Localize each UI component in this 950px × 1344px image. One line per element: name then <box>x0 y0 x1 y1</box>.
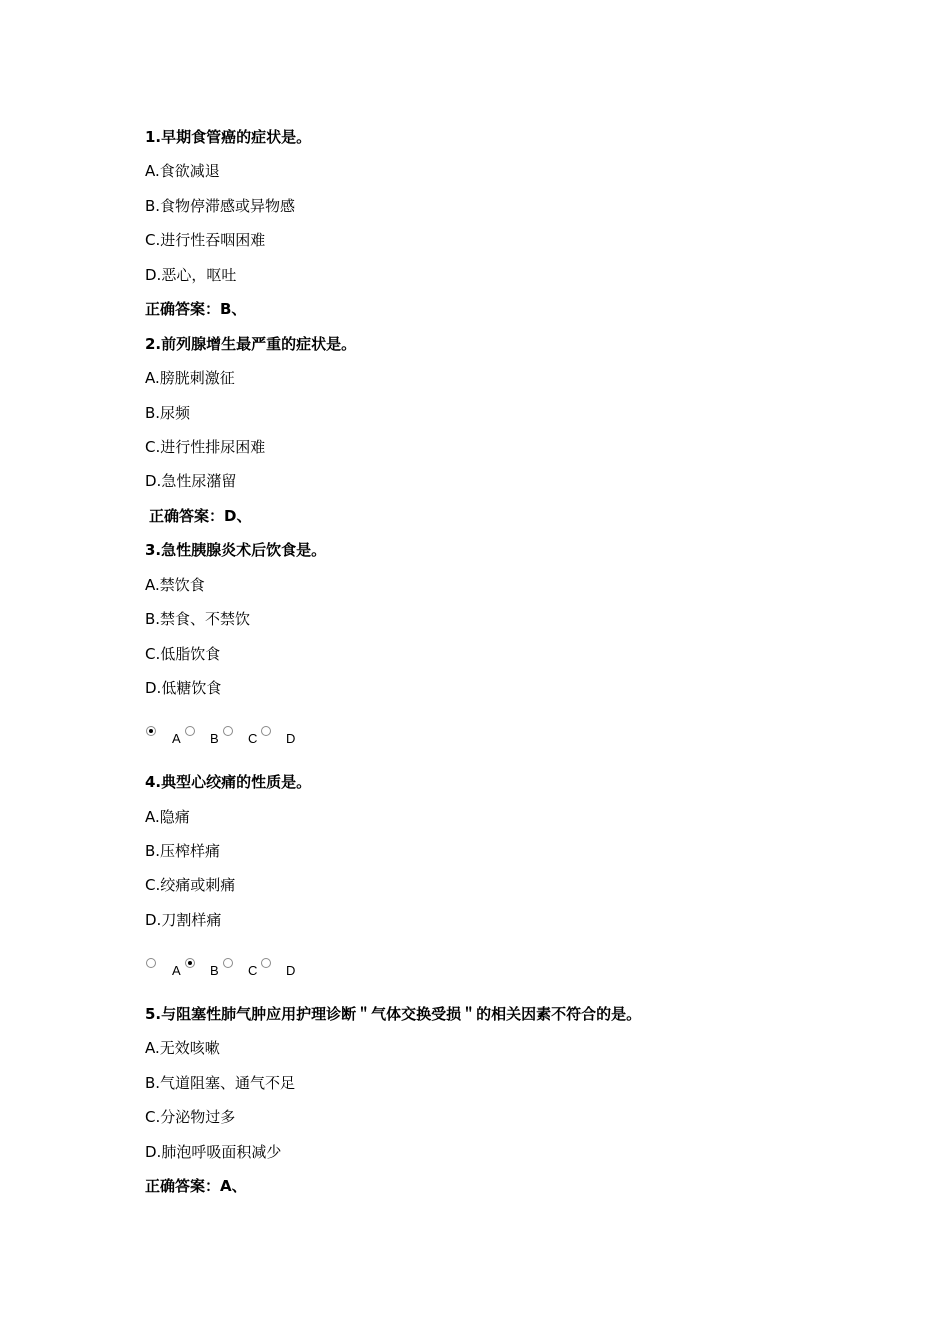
radio-b[interactable] <box>185 726 195 736</box>
radio-label-b: B <box>210 963 219 978</box>
correct-answer: 正确答案：A、 <box>145 1177 247 1195</box>
question-title: 2.前列腺增生最严重的症状是。 <box>145 335 357 353</box>
option-c: C.分泌物过多 <box>145 1108 236 1126</box>
correct-answer: 正确答案：D、 <box>149 507 252 525</box>
question-title: 3.急性胰腺炎术后饮食是。 <box>145 541 327 559</box>
radio-c[interactable] <box>223 958 233 968</box>
radio-label-d: D <box>286 731 296 746</box>
option-a: A.无效咳嗽 <box>145 1039 220 1057</box>
radio-label-b: B <box>210 731 219 746</box>
radio-d[interactable] <box>261 958 271 968</box>
option-a: A.膀胱刺激征 <box>145 369 235 387</box>
radio-label-a: A <box>172 731 181 746</box>
option-c: C.绞痛或刺痛 <box>145 876 236 894</box>
option-d: D.急性尿潴留 <box>145 472 237 490</box>
option-a: A.隐痛 <box>145 808 190 826</box>
option-a: A.食欲减退 <box>145 162 220 180</box>
question-title: 5.与阻塞性肺气肿应用护理诊断＂气体交换受损＂的相关因素不符合的是。 <box>145 1005 642 1023</box>
option-c: C.低脂饮食 <box>145 645 221 663</box>
radio-label-d: D <box>286 963 296 978</box>
radio-a[interactable] <box>146 726 156 736</box>
option-b: B.气道阻塞、通气不足 <box>145 1074 296 1092</box>
option-c: C.进行性吞咽困难 <box>145 231 266 249</box>
option-d: D.肺泡呼吸面积减少 <box>145 1143 282 1161</box>
correct-answer: 正确答案：B、 <box>145 300 247 318</box>
option-d: D.刀割样痛 <box>145 911 222 929</box>
radio-label-c: C <box>248 731 258 746</box>
option-b: B.压榨样痛 <box>145 842 221 860</box>
radio-b[interactable] <box>185 958 195 968</box>
question-title: 1.早期食管癌的症状是。 <box>145 128 312 146</box>
radio-label-c: C <box>248 963 258 978</box>
radio-d[interactable] <box>261 726 271 736</box>
option-c: C.进行性排尿困难 <box>145 438 266 456</box>
radio-a[interactable] <box>146 958 156 968</box>
option-b: B.食物停滞感或异物感 <box>145 197 296 215</box>
question-title: 4.典型心绞痛的性质是。 <box>145 773 312 791</box>
option-b: B.尿频 <box>145 404 191 422</box>
option-b: B.禁食、不禁饮 <box>145 610 251 628</box>
option-d: D.恶心，呕吐 <box>145 266 237 284</box>
radio-label-a: A <box>172 963 181 978</box>
option-a: A.禁饮食 <box>145 576 205 594</box>
radio-c[interactable] <box>223 726 233 736</box>
option-d: D.低糖饮食 <box>145 679 222 697</box>
